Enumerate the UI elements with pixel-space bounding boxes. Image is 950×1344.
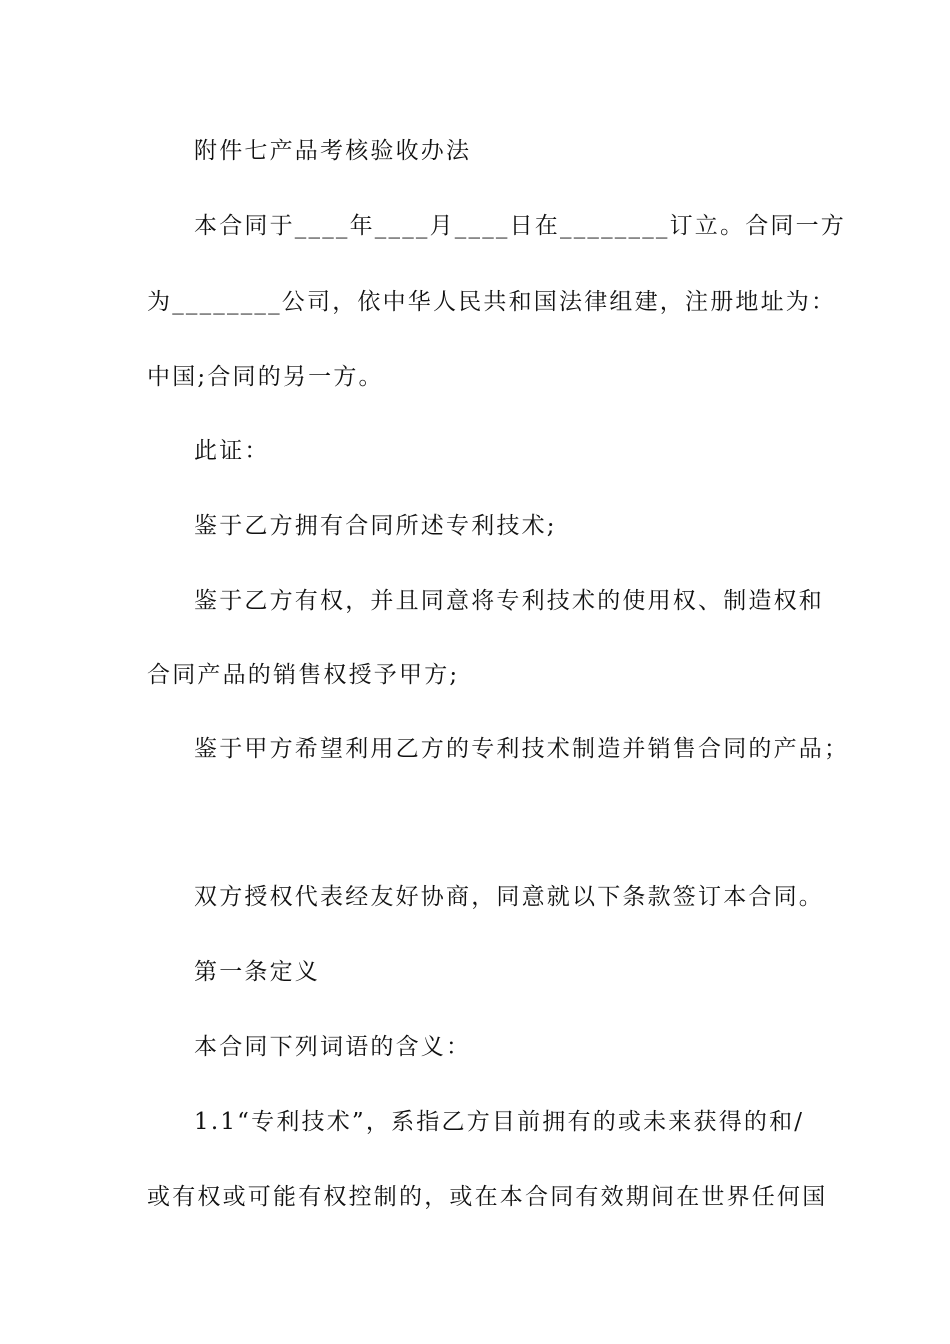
paragraph-line: 鉴于乙方拥有合同所述专利技术; [194, 513, 557, 539]
paragraph-line: 双方授权代表经友好协商，同意就以下条款签订本合同。 [194, 884, 824, 910]
paragraph-line: 此证： [194, 438, 270, 464]
section-heading: 第一条定义 [194, 959, 320, 985]
paragraph-line: 或有权或可能有权控制的，或在本合同有效期间在世界任何国 [147, 1184, 828, 1210]
paragraph-line: 合同产品的销售权授予甲方; [147, 662, 460, 688]
paragraph-line: 1.1“专利技术”，系指乙方目前拥有的或未来获得的和/ [194, 1109, 805, 1135]
paragraph-line: 本合同下列词语的含义： [194, 1034, 472, 1060]
paragraph-line: 中国;合同的另一方。 [147, 364, 384, 390]
paragraph-line: 鉴于甲方希望利用乙方的专利技术制造并销售合同的产品； [194, 736, 850, 762]
paragraph-line: 鉴于乙方有权，并且同意将专利技术的使用权、制造权和 [194, 588, 824, 614]
attachment-title: 附件七产品考核验收办法 [194, 138, 472, 164]
paragraph-line: 为________公司，依中华人民共和国法律组建，注册地址为： [147, 289, 837, 315]
paragraph-line: 本合同于____年____月____日在________订立。合同一方 [194, 213, 846, 239]
